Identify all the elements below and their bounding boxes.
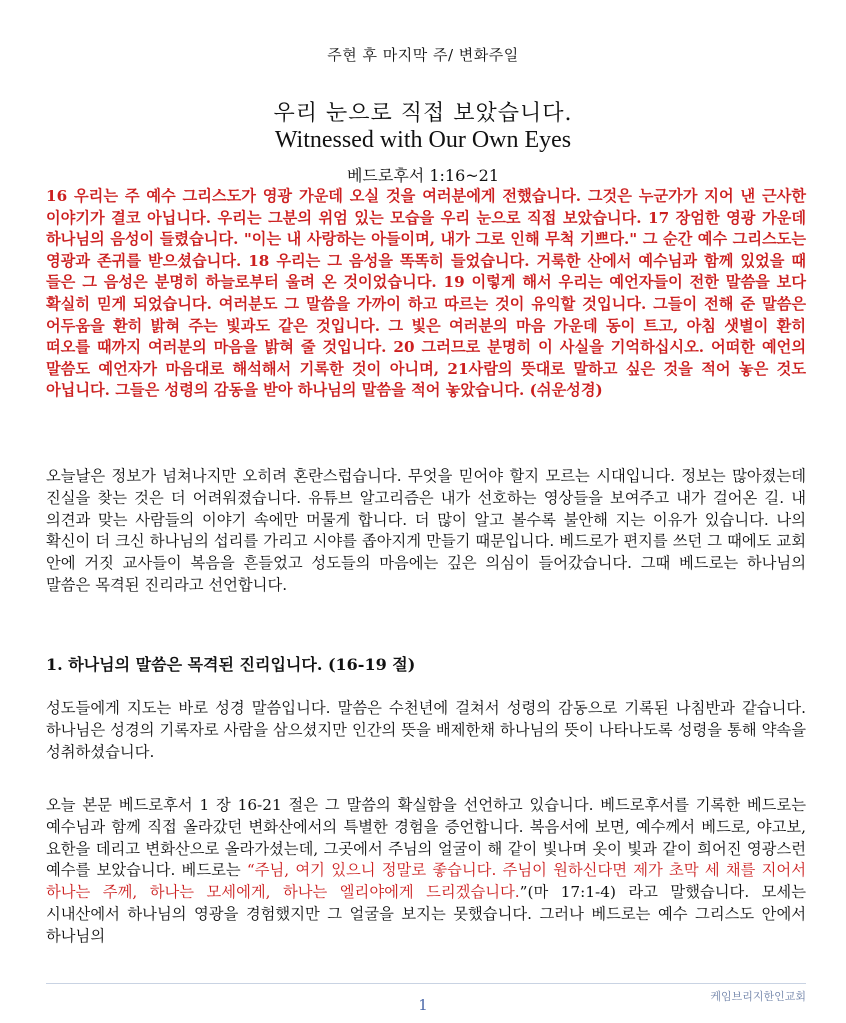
service-subtitle: 주현 후 마지막 주/ 변화주일 [327, 46, 519, 64]
footer-church-name: 케임브리지한인교회 [710, 990, 806, 1003]
intro-paragraph: 오늘날은 정보가 넘쳐나지만 오히려 혼란스럽습니다. 무엇을 믿어야 할지 모르는 시대입니다. 정보는 많아졌는데 진실을 찾는 것은 더 어려워졌습니다. 유튜브 알고리즘은 내가 선호하는 영상들을 보여주고 내가 걸어온 길. 내 의견과 맞는 사람들의 이야기 속에만 머물게 합니다. 더 많이 알고 볼수록 불안해 지는 이유가 있습니다. 나의 확신이 더 크신 하나님의 섭리를 가리고 시야를 좁아지게 만들기 때문입니다. 베드로가 편지를 쓰던 그 때에도 교회 안에 거짓 교사들이 복음을 흔들었고 성도들의 마음에는 깊은 의심이 들어갔습니다. 그때 베드로는 하나님의 말씀은 목격된 진리라고 선언합니다. [46, 467, 806, 594]
paragraph-text-start: 오늘 본문 베드로후서 1 장 16-21 절은 그 말씀의 확실함을 선언하고 있습니다. 베드로후서를 기록한 베드로는 예수님과 함께 직접 올라갔던 변화산에서의 특별한 경험을 증언합니다. 복음서에 보면, 예수께서 베드로, 야고보, 요한을 데리고 변화산으로 올라가셨는데, 그곳에서 주님의 얼굴이 해 같이 빛나며 옷이 빛과 같이 희어진 영광스런 예수를 보았습니다. 베드로는 [46, 796, 806, 880]
page-number: 1 [418, 996, 428, 1014]
sermon-title-korean: 우리 눈으로 직접 보았습니다. [273, 101, 573, 126]
section1-paragraph-1: 성도들에게 지도는 바로 성경 말씀입니다. 말씀은 수천년에 걸쳐서 성령의 감동으로 기록된 나침반과 같습니다. 하나님은 성경의 기록자로 사람을 삼으셨지만 인간의 뜻을 배제한채 하나님의 뜻이 나타나도록 성령을 통해 약속을 성취하셨습니다. [46, 699, 806, 761]
scripture-reference: 베드로후서 1:16~21 [346, 166, 500, 185]
sermon-title-english: Witnessed with Our Own Eyes [274, 127, 572, 153]
section1-paragraph-2 [46, 795, 806, 948]
footer-divider [46, 983, 806, 984]
peter-quote: “주님, 여기 있으니 정말로 좋습니다. 주님이 원하신다면 제가 초막 세 채를 지어서 하나는 주께, 하나는 모세에게, 하나는 엘리야에게 드리겠습니다. [46, 861, 806, 902]
scripture-passage: 16 우리는 주 예수 그리스도가 영광 가운데 오실 것을 여러분에게 전했습니다. 그것은 누군가가 지어 낸 근사한 이야기가 결코 아닙니다. 우리는 그분의 위엄 있는 모습을 우리 눈으로 직접 보았습니다. 17 장엄한 영광 가운데 하나님의 음성이 들렸습니다. "이는 내 사랑하는 아들이며, 내가 그로 인해 무척 기쁘다." 그 순간 예수 그리스도는 영광과 존귀를 받으셨습니다. 18 우리는 그 음성을 똑똑히 들었습니다. 거룩한 산에서 예수님과 함께 있었을 때 들은 그 음성은 분명히 하늘로부터 울려 온 것이었습니다. 19 이렇게 해서 우리는 예언자들이 전한 말씀을 보다 확실히 믿게 되었습니다. 여러분도 그 말씀을 가까이 하고 따르는 것이 유익할 것입니다. 그들이 전해 준 말씀은 어두움을 환히 밝혀 주는 빛과도 같은 것입니다. 그 빛은 여러분의 마음 가운데 동이 트고, 아침 샛별이 환히 떠오를 때까지 여러분의 마음을 밝혀 줄 것입니다. 20 그러므로 분명히 이 사실을 기억하십시오. 어떠한 예언의 말씀도 예언자가 마음대로 해석해서 기록한 것이 아니며, 21사람의 뜻대로 말하고 싶은 것을 적어 놓은 것도 아닙니다. 그들은 성령의 감동을 받아 하나님의 말씀을 적어 놓았습니다. (쉬운성경) [46, 187, 806, 400]
section-heading-1: 1. 하나님의 말씀은 목격된 진리입니다. (16-19 절) [46, 655, 416, 674]
paragraph-text-end: ”(마 17:1-4) 라고 말했습니다. 모세는 시내산에서 하나님의 영광을 경험했지만 그 얼굴을 보지는 못했습니다. 그러나 베드로는 예수 그리스도 안에서 하나님의 [46, 883, 806, 945]
